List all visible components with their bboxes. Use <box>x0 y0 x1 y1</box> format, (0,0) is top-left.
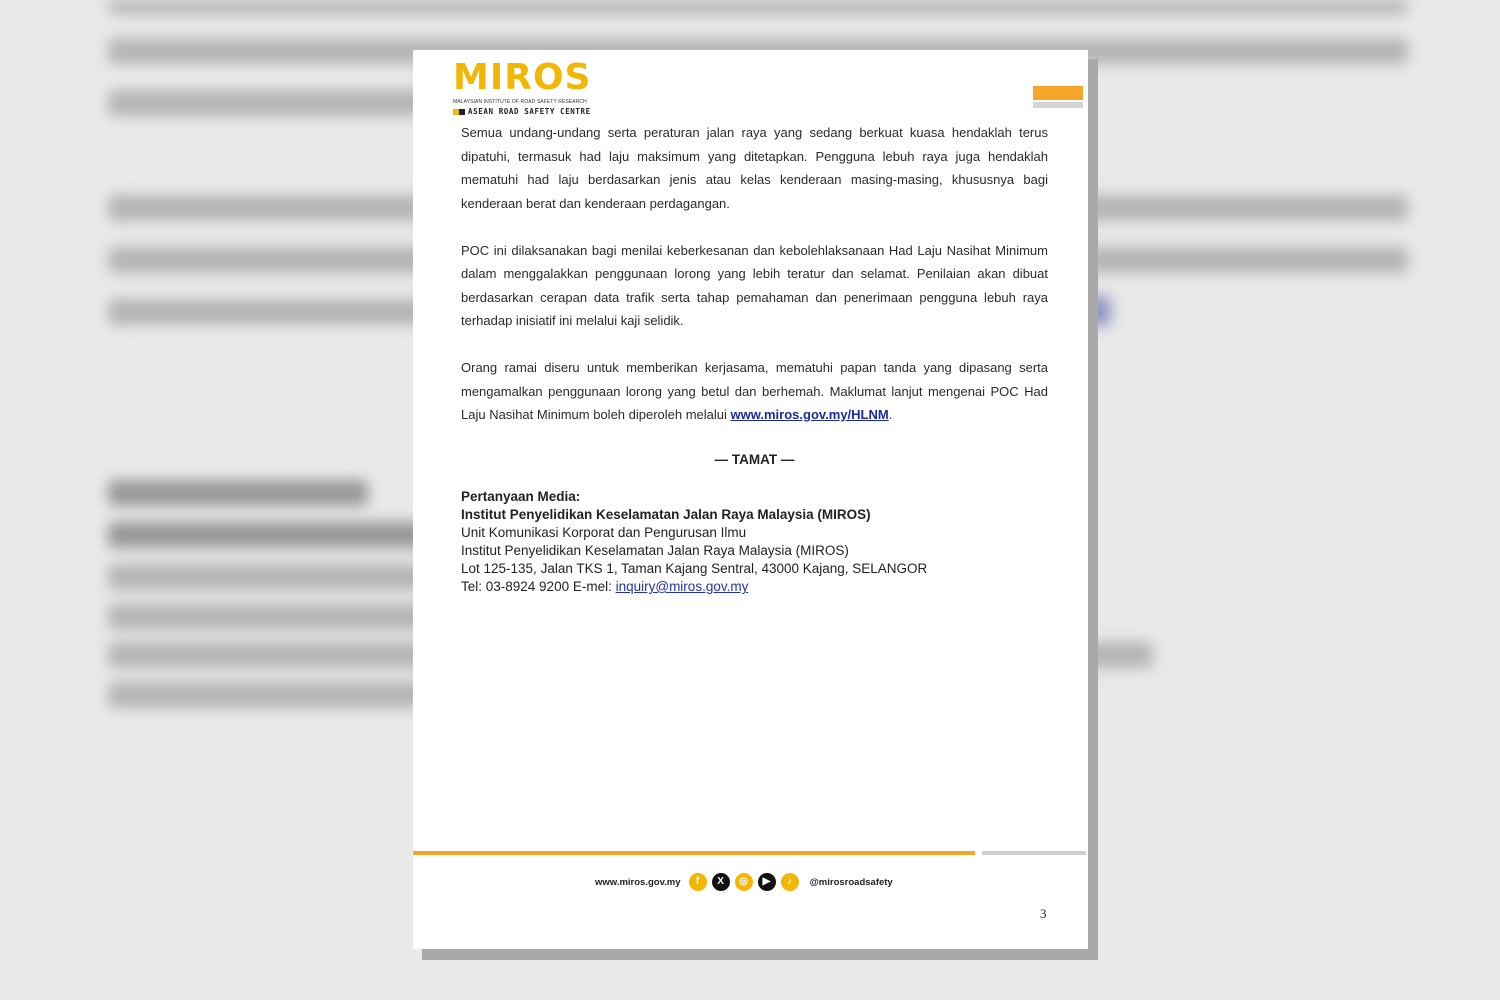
footer-bar-gray <box>982 851 1086 855</box>
tiktok-icon[interactable]: ♪ <box>781 873 799 891</box>
logo-subtitle: MALAYSIAN INSTITUTE OF ROAD SAFETY RESEARCH <box>453 99 587 105</box>
body-text <box>461 121 1048 450</box>
page-number: 3 <box>1040 906 1047 921</box>
contact-heading: Pertanyaan Media: <box>461 489 581 504</box>
footer-website[interactable]: www.miros.gov.my <box>595 876 681 888</box>
header-accent-bar-gray <box>1033 102 1083 108</box>
logo-tagline: ASEAN ROAD SAFETY CENTRE <box>468 107 591 116</box>
miros-logo <box>453 57 603 116</box>
paragraph-3-text: Orang ramai diseru untuk memberikan kerjasama, mematuhi papan tanda yang dipasang serta mengamalkan penggunaan lorong yang betul dan berhemah. Maklumat lanjut mengenai POC Had Laju Nasihat Minimum boleh diperoleh melalui <box>461 360 1048 422</box>
header-accent-bar <box>1033 86 1083 100</box>
footer-social-handle[interactable]: @mirosroadsafety <box>809 876 893 888</box>
youtube-icon[interactable]: ▶ <box>758 873 776 891</box>
contact-tel-line <box>461 578 1048 596</box>
hlnm-link[interactable]: www.miros.gov.my/HLNM <box>730 407 889 422</box>
logo-tagline-row <box>453 107 591 116</box>
paragraph-3 <box>461 356 1048 427</box>
contact-organization: Institut Penyelidikan Keselamatan Jalan Raya Malaysia (MIROS) <box>461 507 871 522</box>
contact-tel: Tel: 03-8924 9200 E-mel: <box>461 579 616 594</box>
logo-wordmark: MIROS <box>453 57 592 98</box>
instagram-icon[interactable]: ◎ <box>735 873 753 891</box>
contact-organization-2: Institut Penyelidikan Keselamatan Jalan Raya Malaysia (MIROS) <box>461 543 849 558</box>
logo-square-icon <box>459 109 465 115</box>
paragraph-2: POC ini dilaksanakan bagi menilai keberkesanan dan kebolehlaksanaan Had Laju Nasihat Minimum dalam menggalakkan penggunaan lorong yang lebih teratur dan selamat. Penilaian akan dibuat berdasarkan cerapan data trafik serta tahap pemahaman dan penerimaan pengguna lebuh raya terhadap inisiatif ini melalui kaji selidik. <box>461 242 1048 328</box>
x-icon[interactable]: X <box>712 873 730 891</box>
footer-bar-orange <box>413 851 975 855</box>
paragraph-3-end: . <box>888 407 893 422</box>
paragraph-1: Semua undang-undang serta peraturan jalan raya yang sedang berkuat kuasa hendaklah terus dipatuhi, termasuk had laju maksimum yang ditetapkan. Pengguna lebuh raya juga hendaklah mematuhi had laju berdasarkan jenis atau kelas kenderaan masing-masing, khususnya bagi kenderaan berat dan kenderaan perdagangan. <box>461 125 1048 211</box>
contact-unit: Unit Komunikasi Korporat dan Pengurusan Ilmu <box>461 525 747 540</box>
tamat-marker: — TAMAT — <box>714 452 795 467</box>
footer-social-row <box>595 872 893 892</box>
contact-email-link[interactable]: inquiry@miros.gov.my <box>615 579 749 594</box>
contact-address: Lot 125-135, Jalan TKS 1, Taman Kajang Sentral, 43000 Kajang, SELANGOR <box>461 561 928 576</box>
facebook-icon[interactable]: f <box>689 873 707 891</box>
media-contact <box>461 488 1048 596</box>
document-page <box>413 50 1088 949</box>
